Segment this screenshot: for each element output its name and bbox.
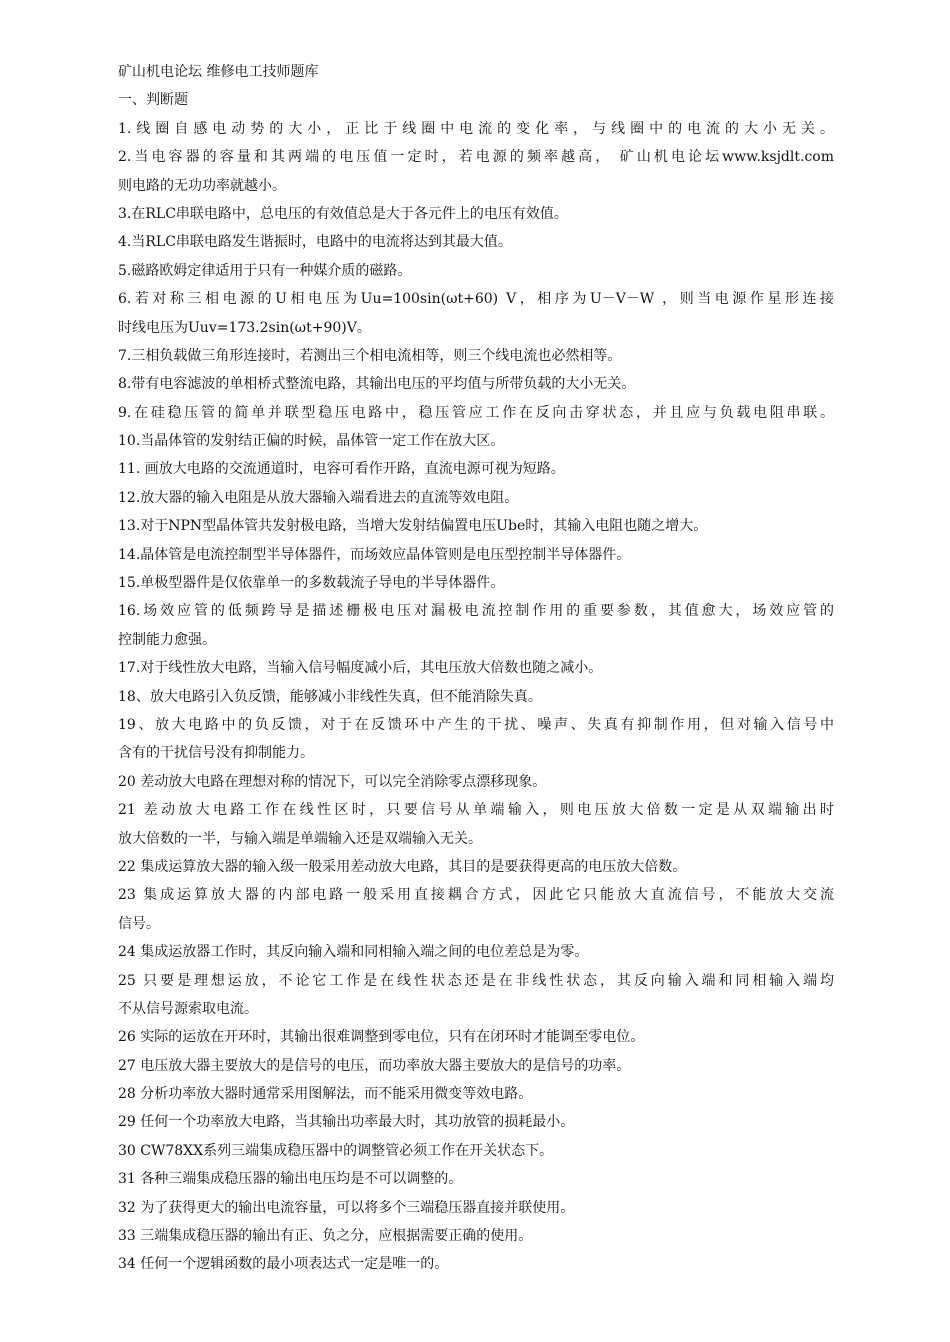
question-line: 10.当晶体管的发射结正偏的时候，晶体管一定工作在放大区。 (118, 433, 505, 450)
question-line: 23 集成运算放大器的内部电路一般采用直接耦合方式，因此它只能放大直流信号，不能放大交流 (118, 887, 834, 904)
question-line: 不从信号源索取电流。 (118, 1000, 258, 1017)
question-line: 11. 画放大电路的交流通道时，电容可看作开路，直流电源可视为短路。 (118, 461, 565, 478)
question-line: 18、放大电路引入负反馈，能够减小非线性失真，但不能消除失真。 (118, 688, 542, 705)
question-line: 22 集成运算放大器的输入级一般采用差动放大电路，其目的是要获得更高的电压放大倍数。 (118, 858, 687, 875)
question-line: 12.放大器的输入电阻是从放大器输入端看进去的直流等效电阻。 (118, 489, 519, 506)
question-line: 7.三相负载做三角形连接时，若测出三个相电流相等，则三个线电流也必然相等。 (118, 347, 622, 364)
question-line: 9.在硅稳压管的简单并联型稳压电路中，稳压管应工作在反向击穿状态，并且应与负载电阻串联。 (118, 404, 834, 421)
question-line: 4.当RLC串联电路发生谐振时，电路中的电流将达到其最大值。 (118, 234, 512, 251)
question-line: 2.当电容器的容量和其两端的电压值一定时，若电源的频率越高， 矿山机电论坛www.ksjdlt.com (118, 149, 834, 166)
question-line: 则电路的无功功率就越小。 (118, 177, 286, 194)
question-line: 15.单极型器件是仅依靠单一的多数载流子导电的半导体器件。 (118, 575, 505, 592)
question-line: 信号。 (118, 915, 160, 932)
question-list (118, 115, 834, 1279)
question-line: 14.晶体管是电流控制型半导体器件，而场效应晶体管则是电压型控制半导体器件。 (118, 546, 631, 563)
question-line: 34 任何一个逻辑函数的最小项表达式一定是唯一的。 (118, 1256, 449, 1273)
question-line: 31 各种三端集成稳压器的输出电压均是不可以调整的。 (118, 1171, 463, 1188)
question-line: 含有的干扰信号没有抑制能力。 (118, 745, 314, 762)
page-header: 矿山机电论坛 维修电工技师题库 (118, 64, 319, 80)
question-line: 放大倍数的一半，与输入端是单端输入还是双端输入无关。 (118, 830, 482, 847)
question-line: 13.对于NPN型晶体管共发射极电路，当增大发射结偏置电压Ube时，其输入电阻也随之增大。 (118, 518, 708, 535)
question-line: 19、放大电路中的负反馈，对于在反馈环中产生的干扰、噪声、失真有抑制作用，但对输入信号中 (118, 716, 834, 733)
question-line: 1.线圈自感电动势的大小，正比于线圈中电流的变化率，与线圈中的电流的大小无关。 (118, 120, 834, 137)
question-line: 30 CW78XX系列三端集成稳压器中的调整管必须工作在开关状态下。 (118, 1142, 554, 1159)
question-line: 8.带有电容滤波的单相桥式整流电路，其输出电压的平均值与所带负载的大小无关。 (118, 376, 636, 393)
question-line: 6.若对称三相电源的U相电压为Uu=100sin(ωt+60) V，相序为U－V－W ，则当电源作星形连接 (118, 291, 834, 308)
question-line: 28 分析功率放大器时通常采用图解法，而不能采用微变等效电路。 (118, 1086, 533, 1103)
question-line: 17.对于线性放大电路，当输入信号幅度减小后，其电压放大倍数也随之减小。 (118, 660, 603, 677)
section-title: 一、判断题 (118, 92, 188, 109)
question-line: 控制能力愈强。 (118, 631, 216, 648)
question-line: 21 差动放大电路工作在线性区时，只要信号从单端输入，则电压放大倍数一定是从双端输出时 (118, 802, 834, 819)
document-body (118, 58, 834, 1279)
question-line: 26 实际的运放在开环时，其输出很难调整到零电位，只有在闭环时才能调至零电位。 (118, 1029, 645, 1046)
question-line: 33 三端集成稳压器的输出有正、负之分，应根据需要正确的使用。 (118, 1228, 533, 1245)
question-line: 27 电压放大器主要放大的是信号的电压，而功率放大器主要放大的是信号的功率。 (118, 1057, 631, 1074)
question-line: 32 为了获得更大的输出电流容量，可以将多个三端稳压器直接并联使用。 (118, 1199, 575, 1216)
question-line: 5.磁路欧姆定律适用于只有一种媒介质的磁路。 (118, 262, 412, 279)
question-line: 20 差动放大电路在理想对称的情况下，可以完全消除零点漂移现象。 (118, 773, 547, 790)
question-line: 3.在RLC串联电路中，总电压的有效值总是大于各元件上的电压有效值。 (118, 205, 568, 222)
question-line: 25 只要是理想运放，不论它工作是在线性状态还是在非线性状态，其反向输入端和同相输入端均 (118, 972, 834, 989)
question-line: 16.场效应管的低频跨导是描述栅极电压对漏极电流控制作用的重要参数，其值愈大，场效应管的 (118, 603, 834, 620)
question-line: 24 集成运放器工作时，其反向输入端和同相输入端之间的电位差总是为零。 (118, 944, 589, 961)
question-line: 时线电压为Uuv=173.2sin(ωt+90)V。 (118, 319, 371, 336)
question-line: 29 任何一个功率放大电路，当其输出功率最大时，其功放管的损耗最小。 (118, 1114, 575, 1131)
